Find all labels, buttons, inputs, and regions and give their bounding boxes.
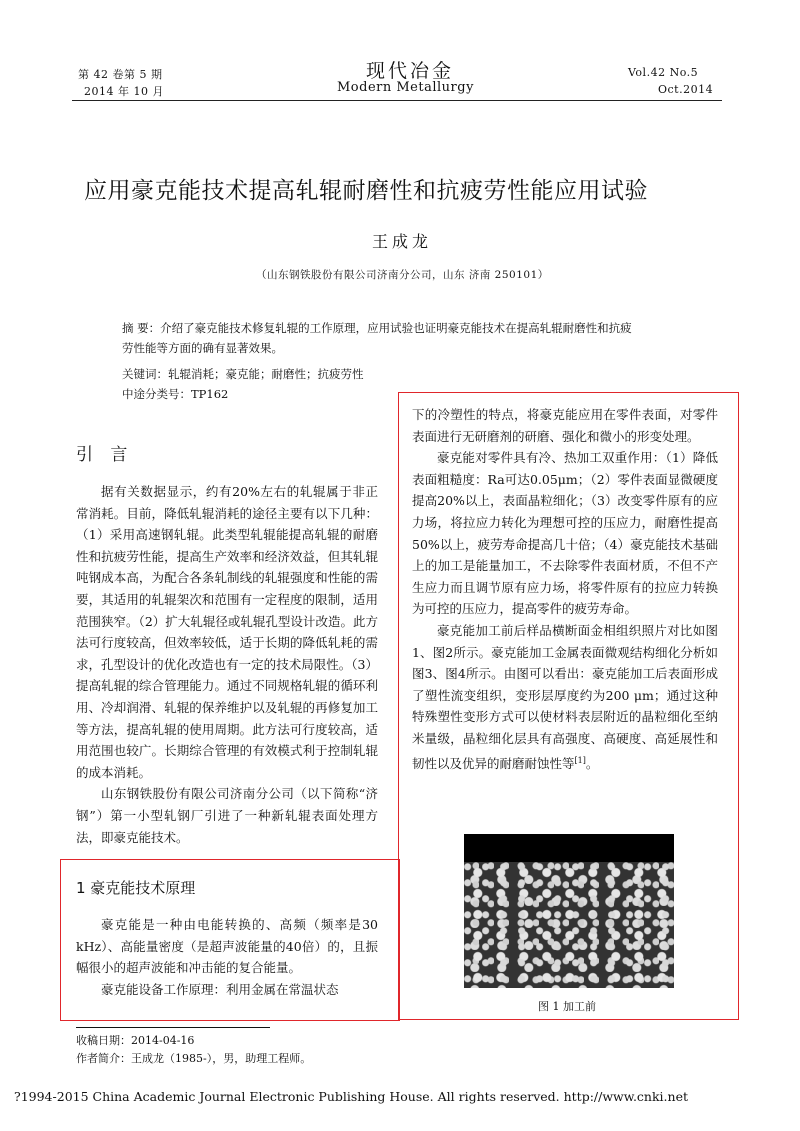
right-paragraph-1: 豪克能对零件具有冷、热加工双重作用：（1）降低表面粗糙度：Ra可达0.05μm；（2）零件表面显微硬度提高20%以上，表面晶粒细化；（3）改变零件原有的应力场，将拉应力转化为理想可控的压应力，耐磨性提高50%以上，疲劳寿命提高几十倍；（4）豪克能技术基础上的加工是能量加工，不去除零件表面材质，不但不产生应力而且调节原有应力场，将零件原有的拉应力转换为可控的压应力，提高零件的疲劳寿命。 <box>412 450 718 617</box>
citation-ref: [1] <box>574 755 586 765</box>
keywords-value: 轧辊消耗；豪克能；耐磨性；抗疲劳性 <box>168 367 364 381</box>
keywords-label: 关键词： <box>122 367 168 381</box>
header-date-en: Oct.2014 <box>658 83 714 96</box>
clc-label: 中途分类号： <box>122 387 191 401</box>
section-1-heading: 1 豪克能技术原理 <box>76 879 196 897</box>
section-1-body <box>76 914 378 1000</box>
journal-title-cn: 现代冶金 <box>366 60 455 82</box>
author-affiliation: （山东钢铁股份有限公司济南分公司，山东 济南 250101） <box>256 269 549 281</box>
right-paragraph-2-text: 豪克能加工前后样品横断面金相组织照片对比如图1、图2所示。豪克能加工金属表面微观结构细化分析如图3、图4所示。由图可以看出：豪克能加工后表面形成了塑性流变组织，变形层厚度约为200 μm；通过这种特殊塑性变形方式可以使材料表层附近的晶粒细化至纳米量级，晶粒细化层具有高强度、高硬度、高延展性和韧性以及优异的耐磨耐蚀性等 <box>412 622 718 771</box>
journal-title-en: Modern Metallurgy <box>337 80 474 95</box>
article-title: 应用豪克能技术提高轧辊耐磨性和抗疲劳性能应用试验 <box>84 178 648 204</box>
section-1-paragraph-2: 豪克能设备工作原理：利用金属在常温状态 <box>101 981 339 997</box>
clc-number <box>122 384 228 404</box>
header-date-cn: 2014 年 10 月 <box>84 85 164 98</box>
header-volume-en: Vol.42 No.5 <box>628 66 699 79</box>
article-author: 王成龙 <box>372 232 433 251</box>
keywords <box>122 364 364 384</box>
copyright-line: ?1994-2015 China Academic Journal Electronic Publishing House. All rights reserved. http://www.cnki.net <box>14 1089 688 1104</box>
intro-body <box>76 481 378 848</box>
right-paragraph-2-end: 。 <box>585 755 599 771</box>
footnote-rule <box>76 1027 270 1028</box>
intro-paragraph-1: 据有关数据显示，约有20%左右的轧辊属于非正常消耗。目前，降低轧辊消耗的途径主要有以下几种：（1）采用高速钢轧辊。此类型轧辊能提高轧辊的耐磨性和抗疲劳性能，提高生产效率和经济效益，但其轧辊吨钢成本高，为配合各条轧制线的轧辊强度和性能的需要，其适用的轧辊架次和范围有一定程度的限制，适用范围狭窄。（2）扩大轧辊径或轧辊孔型设计改造。此方法可行度较高，但效率较低，适于长期的降低轧耗的需求，孔型设计的优化改造也有一定的技术局限性。（3）提高轧辊的综合管理能力。通过不同规格轧辊的循环利用、冷却润滑、轧辊的保养维护以及轧辊的再修复加工等方法，提高轧辊的使用周期。此方法可行度较高，适用范围也较广。长期综合管理的有效模式利于控制轧辊的成本消耗。 <box>76 484 378 780</box>
right-paragraph-0: 下的冷塑性的特点，将豪克能应用在零件表面，对零件表面进行无研磨剂的研磨、强化和微小的形变处理。 <box>412 407 718 444</box>
author-note: 作者简介：王成龙（1985-），男，助理工程师。 <box>76 1052 312 1065</box>
section-introduction-heading: 引 言 <box>76 445 134 465</box>
header-rule <box>72 100 722 101</box>
clc-value: TP162 <box>191 387 229 401</box>
abstract-label: 摘 要： <box>122 321 161 335</box>
right-column-body <box>412 404 718 774</box>
header-volume-cn: 第 42 卷第 5 期 <box>78 68 163 81</box>
received-date: 收稿日期：2014-04-16 <box>76 1034 195 1047</box>
abstract <box>122 318 692 358</box>
abstract-line-2: 劳性能等方面的确有显著效果。 <box>122 341 283 355</box>
abstract-line-1: 介绍了豪克能技术修复轧辊的工作原理，应用试验也证明豪克能技术在提高轧辊耐磨性和抗疲 <box>160 321 632 335</box>
figure-1-caption: 图 1 加工前 <box>538 1000 596 1013</box>
right-paragraph-2 <box>412 620 718 774</box>
figure-1-dark-band <box>464 834 674 862</box>
section-1-paragraph-1: 豪克能是一种由电能转换的、高频（频率是30 kHz）、高能量密度（是超声波能量的40倍）的，且振幅很小的超声波能和冲击能的复合能量。 <box>76 917 378 976</box>
intro-paragraph-2: 山东钢铁股份有限公司济南分公司（以下简称“济钢”）第一小型轧钢厂引进了一种新轧辊表面处理方法，即豪克能技术。 <box>76 786 378 845</box>
figure-1-micrograph <box>464 862 674 988</box>
